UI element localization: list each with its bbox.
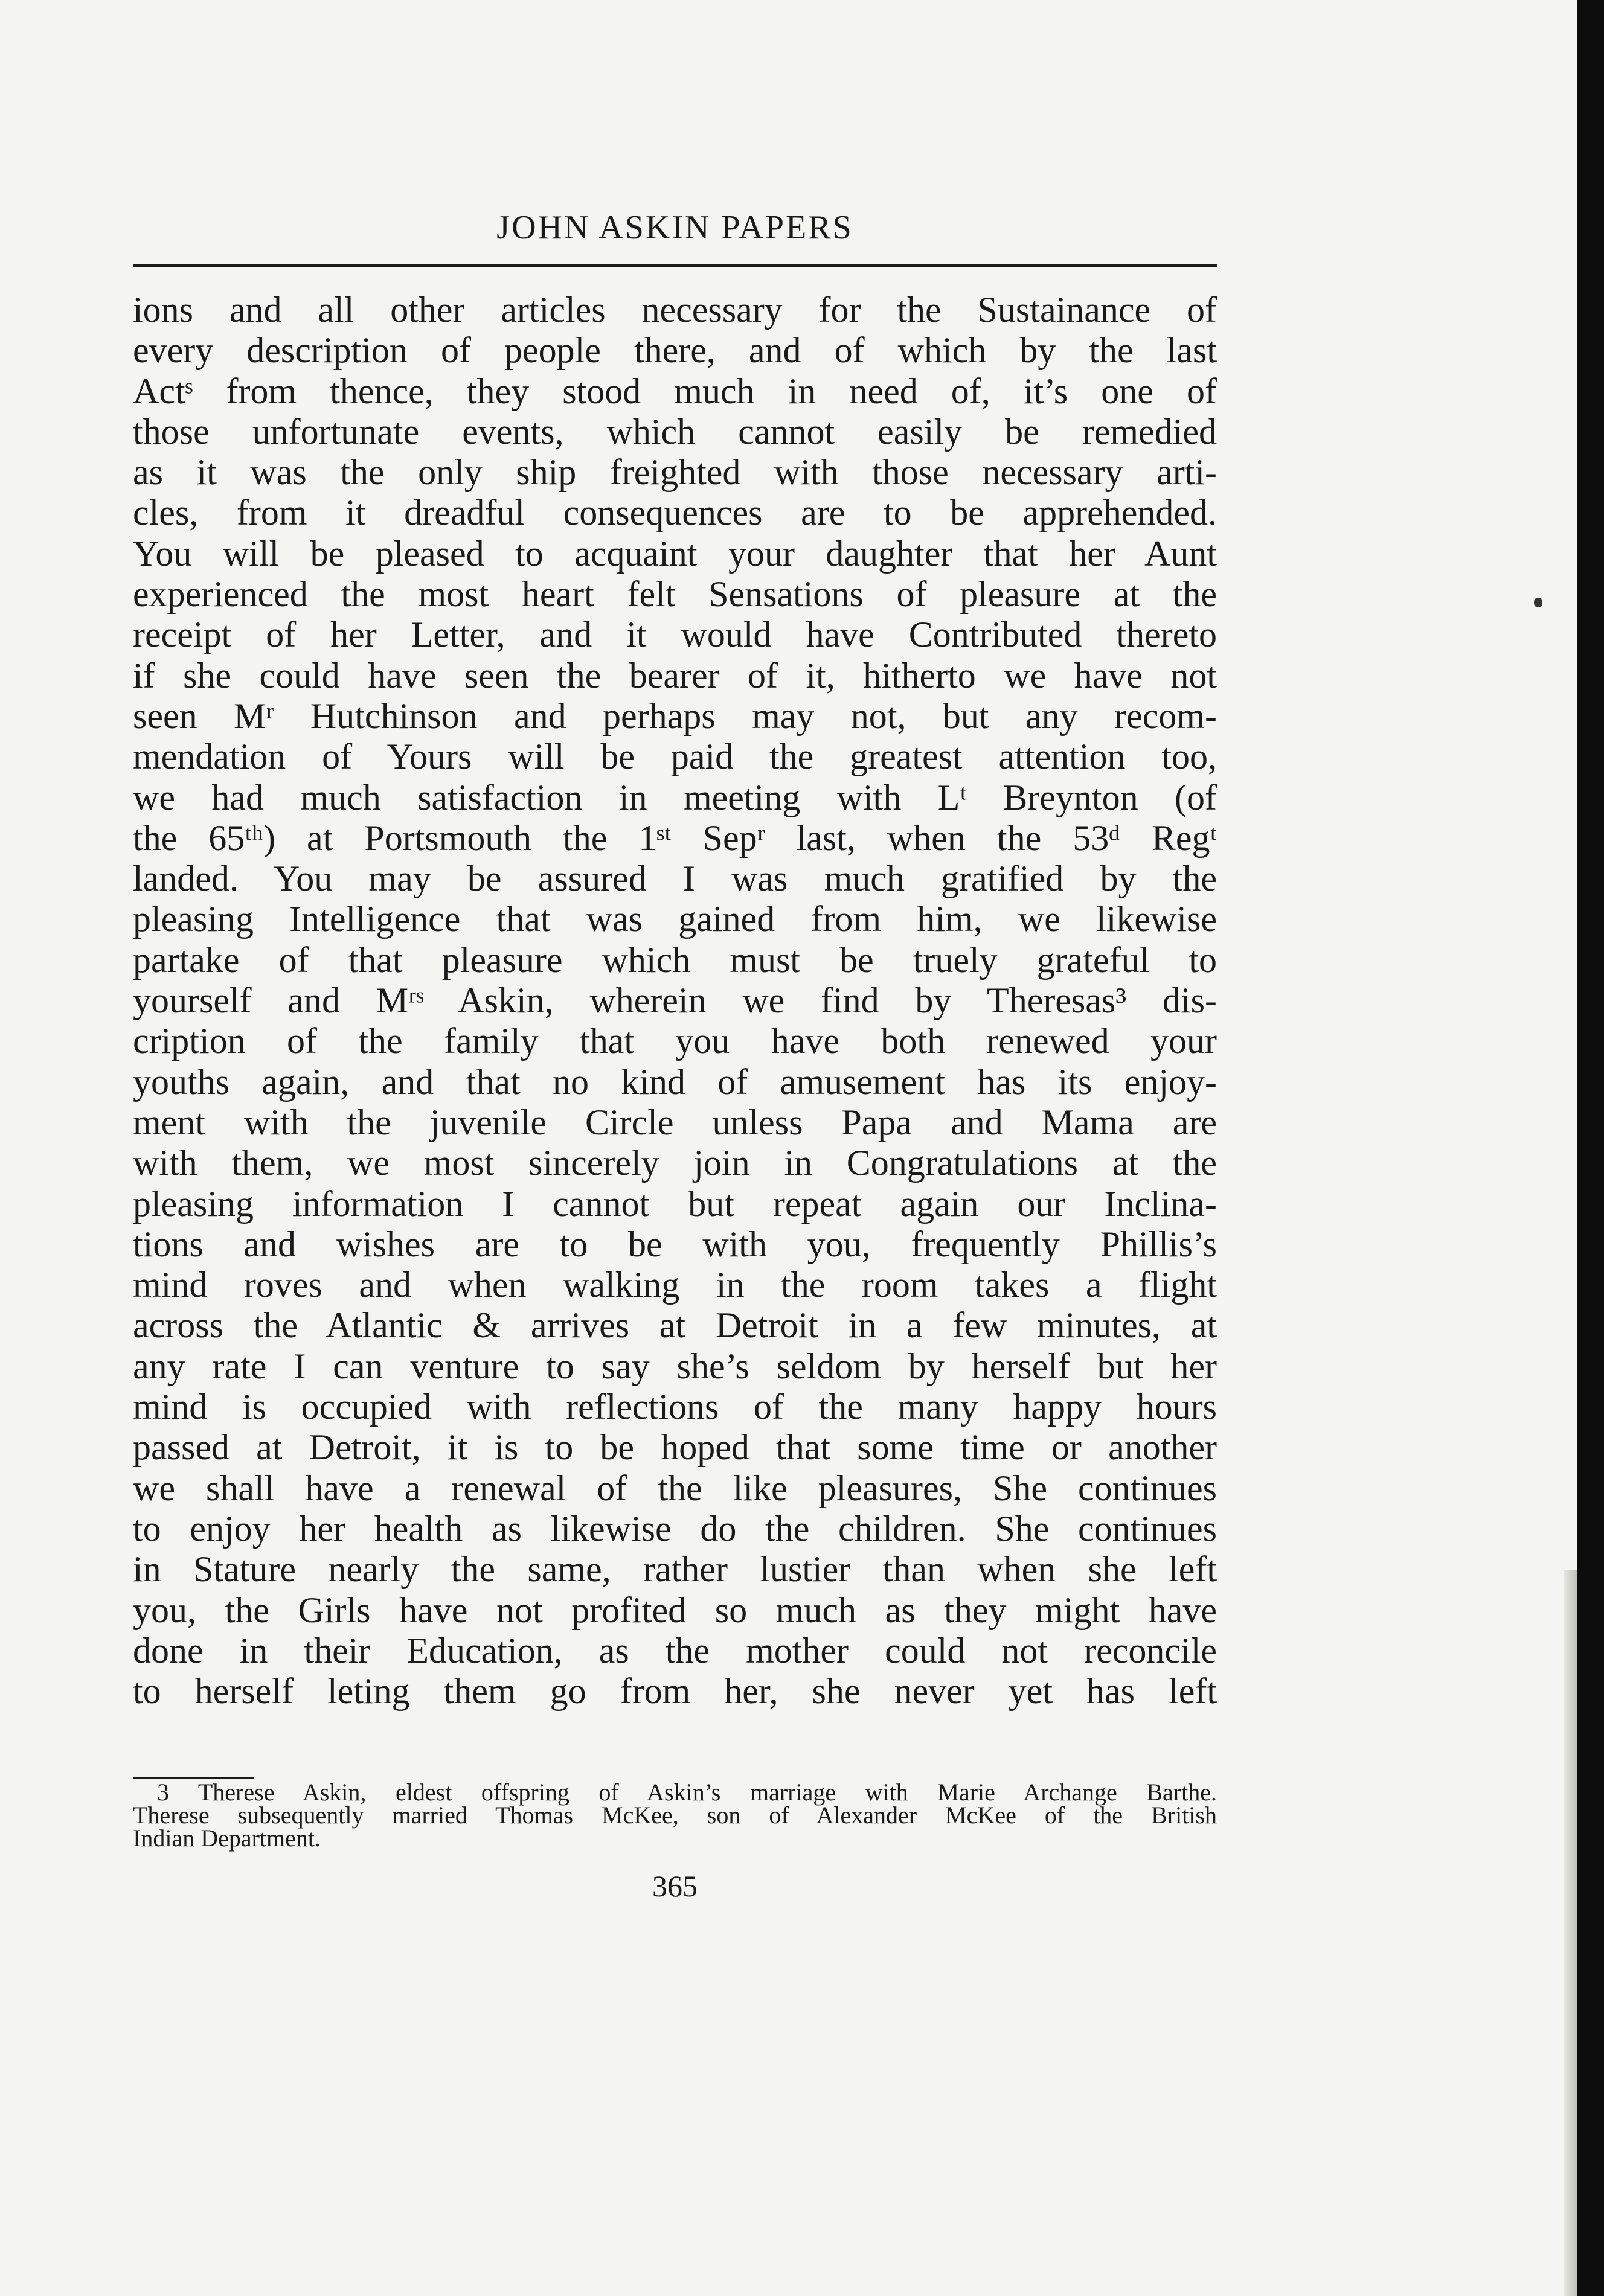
text-line: ions and all other articles necessary for the Sustainance of bbox=[133, 290, 1217, 330]
body-text bbox=[133, 290, 1217, 1712]
text-line: we had much satisfaction in meeting with Lᵗ Breynton (of bbox=[133, 777, 1217, 817]
text-line: mind roves and when walking in the room takes a flight bbox=[133, 1265, 1217, 1305]
text-line: those unfortunate events, which cannot easily be remedied bbox=[133, 411, 1217, 452]
text-line: Actˢ from thence, they stood much in need of, it’s one of bbox=[133, 371, 1217, 411]
ink-speck bbox=[1534, 598, 1542, 607]
text-line: every description of people there, and of which by the last bbox=[133, 330, 1217, 371]
text-line: we shall have a renewal of the like pleasures, She continues bbox=[133, 1468, 1217, 1508]
text-line: cription of the family that you have both renewed your bbox=[133, 1021, 1217, 1061]
footnotes bbox=[133, 1781, 1217, 1850]
text-line: receipt of her Letter, and it would have Contributed thereto bbox=[133, 615, 1217, 655]
text-line: you, the Girls have not profited so much as they might have bbox=[133, 1590, 1217, 1630]
text-line: done in their Education, as the mother could not reconcile bbox=[133, 1630, 1217, 1671]
text-line: You will be pleased to acquaint your daughter that her Aunt bbox=[133, 533, 1217, 574]
text-line: as it was the only ship freighted with those necessary arti- bbox=[133, 452, 1217, 493]
text-line: yourself and Mʳˢ Askin, wherein we find by Theresas³ dis- bbox=[133, 980, 1217, 1021]
footnote-line: Indian Department. bbox=[133, 1824, 321, 1852]
text-line: the 65ᵗʰ) at Portsmouth the 1ˢᵗ Sepʳ last, when the 53ᵈ Regᵗ bbox=[133, 817, 1217, 858]
text-line: pleasing Intelligence that was gained from him, we likewise bbox=[133, 899, 1217, 939]
text-line: passed at Detroit, it is to be hoped that some time or another bbox=[133, 1427, 1217, 1468]
running-head: JOHN ASKIN PAPERS bbox=[496, 209, 853, 246]
text-line: with them, we most sincerely join in Congratulations at the bbox=[133, 1143, 1217, 1183]
text-line: if she could have seen the bearer of it, hitherto we have not bbox=[133, 655, 1217, 696]
text-line: mind is occupied with reflections of the many happy hours bbox=[133, 1387, 1217, 1427]
text-line: partake of that pleasure which must be truely grateful to bbox=[133, 939, 1217, 980]
text-line: to enjoy her health as likewise do the children. She continues bbox=[133, 1508, 1217, 1549]
footnote-line: Therese subsequently married Thomas McKee, son of Alexander McKee of the British bbox=[133, 1802, 1217, 1829]
text-line: ment with the juvenile Circle unless Papa and Mama are bbox=[133, 1102, 1217, 1142]
page-edge-shadow bbox=[1564, 1570, 1577, 2296]
text-line: tions and wishes are to be with you, frequently Phillis’s bbox=[133, 1224, 1217, 1264]
text-line: in Stature nearly the same, rather lustier than when she left bbox=[133, 1549, 1217, 1590]
footnote-line: 3 Therese Askin, eldest offspring of Askin’s marriage with Marie Archange Barthe. bbox=[157, 1779, 1217, 1806]
text-line: pleasing information I cannot but repeat again our Inclina- bbox=[133, 1183, 1217, 1224]
text-line: seen Mʳ Hutchinson and perhaps may not, but any recom- bbox=[133, 696, 1217, 736]
text-line: any rate I can venture to say she’s seldom by herself but her bbox=[133, 1346, 1217, 1386]
text-line: across the Atlantic & arrives at Detroit in a few minutes, at bbox=[133, 1305, 1217, 1346]
text-line: landed. You may be assured I was much gratified by the bbox=[133, 859, 1217, 899]
text-line: mendation of Yours will be paid the greatest attention too, bbox=[133, 737, 1217, 777]
running-head-rule bbox=[133, 264, 1217, 267]
page-number: 365 bbox=[652, 1869, 698, 1903]
text-line: experienced the most heart felt Sensations of pleasure at the bbox=[133, 574, 1217, 615]
text-line: to herself leting them go from her, she never yet has left bbox=[133, 1671, 1217, 1712]
text-line: cles, from it dreadful consequences are to be apprehended. bbox=[133, 493, 1217, 533]
text-line: youths again, and that no kind of amusement has its enjoy- bbox=[133, 1061, 1217, 1102]
